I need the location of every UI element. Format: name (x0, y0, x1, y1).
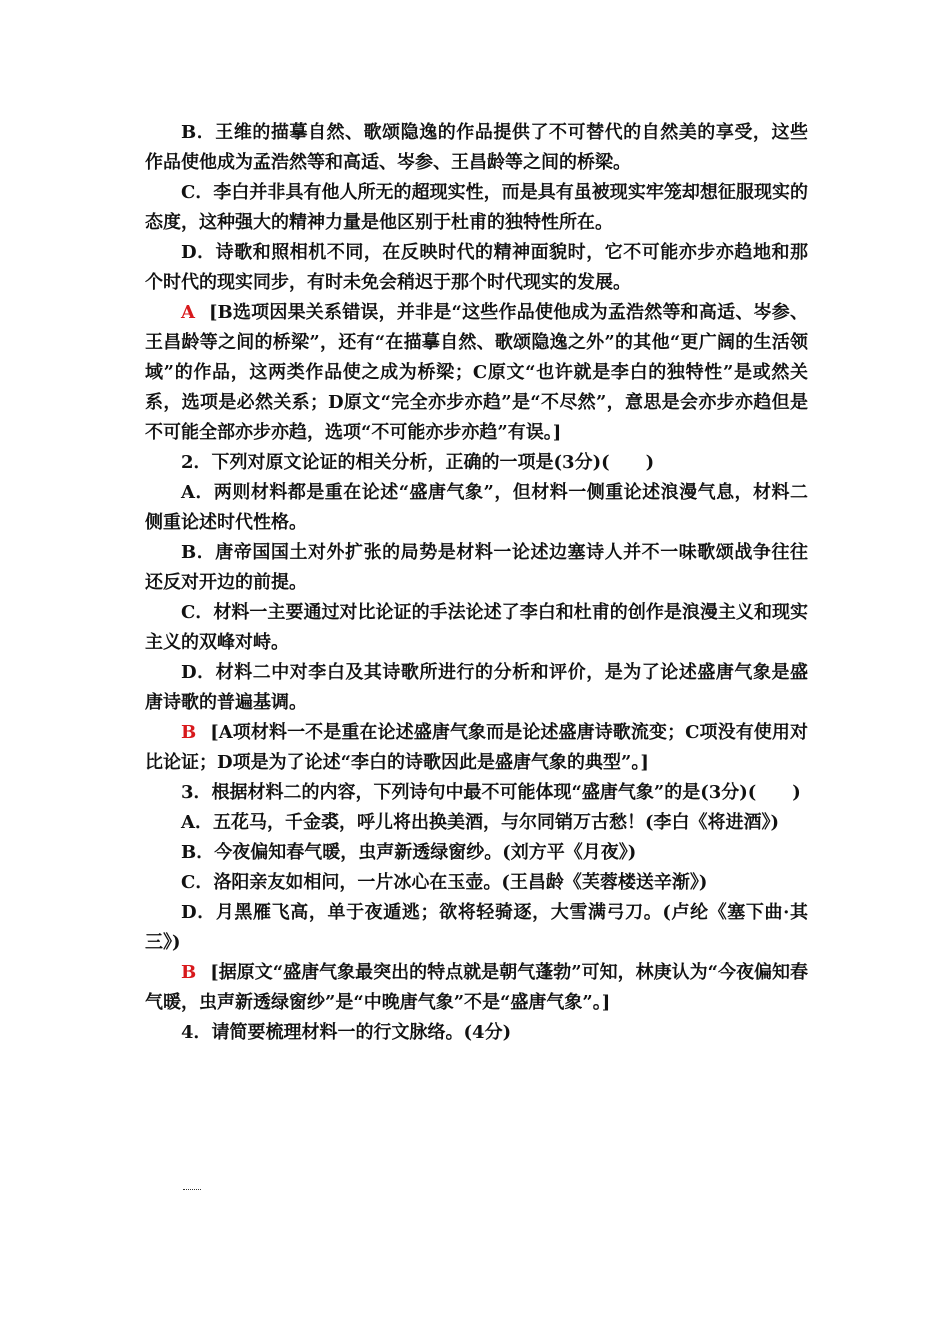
q3-option-c: C．洛阳亲友如相问，一片冰心在玉壶。(王昌龄《芙蓉楼送辛渐》) (181, 872, 708, 893)
q1-option-c: C．李白并非具有他人所无的超现实性，而是具有虽被现实牢笼却想征服现实的态度，这种强大的精神力量是他区别于杜甫的独特性所在。 (145, 182, 808, 233)
q3-answer-letter: B (181, 962, 197, 983)
q1-option-b: B．王维的描摹自然、歌颂隐逸的作品提供了不可替代的自然美的享受，这些作品使他成为孟浩然等和高适、岑参、王昌龄等之间的桥梁。 (145, 122, 808, 173)
q2-option-d: D．材料二中对李白及其诗歌所进行的分析和评价，是为了论述盛唐气象是盛唐诗歌的普遍基调。 (145, 662, 808, 713)
q3-option-b: B．今夜偏知春气暖，虫声新透绿窗纱。(刘方平《月夜》) (181, 842, 637, 863)
q3-stem: 3．根据材料二的内容，下列诗句中最不可能体现“盛唐气象”的是(3分)( ) (181, 782, 801, 803)
document-page (145, 118, 808, 1048)
q2-answer-explanation: [A项材料一不是重在论述盛唐气象而是论述盛唐诗歌流变；C项没有使用对比论证；D项是为了论述“李白的诗歌因此是盛唐气象的典型”。] (145, 722, 808, 773)
q2-option-b: B．唐帝国国土对外扩张的局势是材料一论述边塞诗人并不一味歌颂战争往往还反对开边的前提。 (145, 542, 808, 593)
q3-option-d: D．月黑雁飞高，单于夜遁逃；欲将轻骑逐，大雪满弓刀。(卢纶《塞下曲·其三》) (145, 902, 808, 953)
q1-option-d: D．诗歌和照相机不同，在反映时代的精神面貌时，它不可能亦步亦趋地和那个时代的现实同步，有时未免会稍迟于那个时代现实的发展。 (145, 242, 808, 293)
q4-stem: 4．请简要梳理材料一的行文脉络。(4分) (181, 1022, 512, 1043)
q3-answer (145, 958, 808, 1018)
q1-answer (145, 298, 808, 448)
q2-stem: 2．下列对原文论证的相关分析，正确的一项是(3分)( ) (181, 452, 655, 473)
answer-line-divider (183, 1189, 201, 1190)
q2-answer (145, 718, 808, 778)
q2-option-a: A．两则材料都是重在论述“盛唐气象”，但材料一侧重论述浪漫气息，材料二侧重论述时代性格。 (145, 482, 808, 533)
q3-option-a: A．五花马，千金裘，呼儿将出换美酒，与尔同销万古愁！(李白《将进酒》) (181, 812, 779, 833)
q3-answer-explanation: [据原文“盛唐气象最突出的特点就是朝气蓬勃”可知，林庚认为“今夜偏知春气暖，虫声新透绿窗纱”是“中晚唐气象”不是“盛唐气象”。] (145, 962, 808, 1013)
q2-option-c: C．材料一主要通过对比论证的手法论述了李白和杜甫的创作是浪漫主义和现实主义的双峰对峙。 (145, 602, 808, 653)
q2-answer-letter: B (181, 722, 197, 743)
q1-answer-letter: A (181, 302, 195, 323)
q1-answer-explanation: [B选项因果关系错误，并非是“这些作品使他成为孟浩然等和高适、岑参、王昌龄等之间的桥梁”，还有“在描摹自然、歌颂隐逸之外”的其他“更广阔的生活领域”的作品，这两类作品使之成为桥梁；C原文“也许就是李白的独特性”是或然关系，选项是必然关系；D原文“完全亦步亦趋”是“不尽然”，意思是会亦步亦趋但是不可能全部亦步亦趋，选项“不可能亦步亦趋”有误。] (145, 302, 808, 443)
